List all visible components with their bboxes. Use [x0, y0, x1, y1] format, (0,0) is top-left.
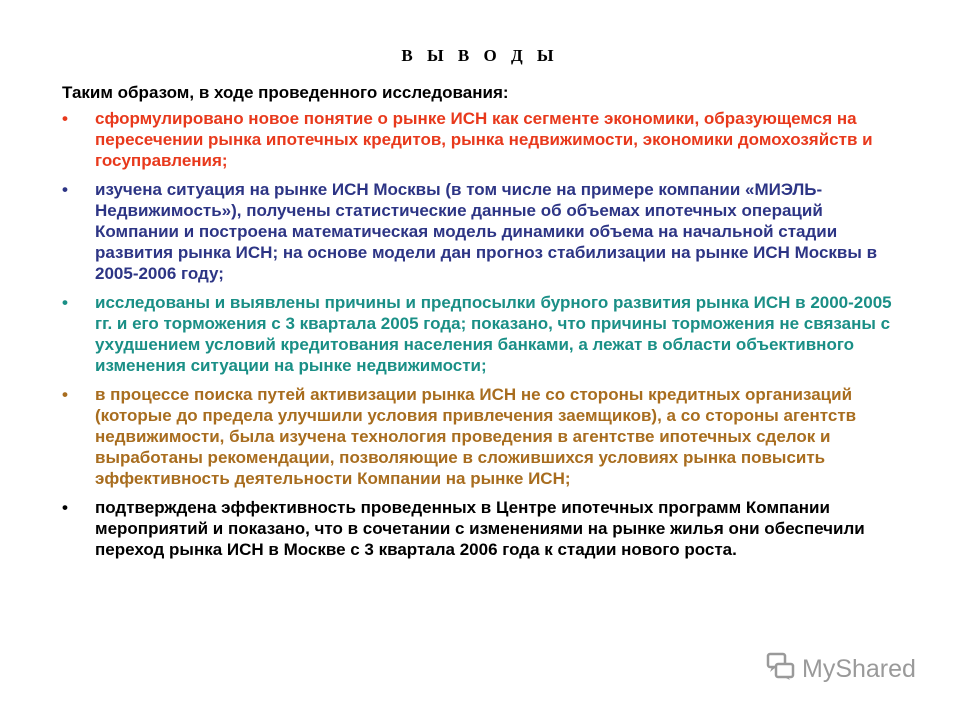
conclusion-item: [62, 292, 902, 376]
bullet-marker: •: [62, 498, 68, 517]
bullet-marker: •: [62, 109, 68, 128]
conclusion-text: в процессе поиска путей активизации рынка ИСН не со стороны кредитных организаций (которые до предела улучшили условия привлечения заемщиков), а со стороны агентств недвижимости, была изучена технология проведения в агентстве ипотечных сделок и выработаны рекомендации, позволяющие в сложившихся условиях рынка повысить эффективность деятельности Компании на рынке ИСН;: [95, 385, 857, 488]
conclusion-item: [62, 497, 902, 560]
bullet-marker: •: [62, 180, 68, 199]
conclusion-text: изучена ситуация на рынке ИСН Москвы (в том числе на примере компании «МИЭЛЬ-Недвижимость»), получены статистические данные об объемах ипотечных операций Компании и построена математическая модель динамики объема на начальной стадии развития рынка ИСН; на основе модели дан прогноз стабилизации на рынке ИСН Москвы в 2005-2006 году;: [95, 180, 878, 283]
conclusion-item: [62, 384, 902, 489]
watermark-text: MyShared: [802, 655, 916, 683]
conclusions-list: [62, 108, 902, 568]
conclusion-text: сформулировано новое понятие о рынке ИСН как сегменте экономики, образующемся на пересечении рынка ипотечных кредитов, рынка недвижимости, экономики домохозяйств и госуправления;: [95, 109, 873, 170]
conclusion-text: подтверждена эффективность проведенных в Центре ипотечных программ Компании мероприятий и показано, что в сочетании с изменениями на рынке жилья они обеспечили переход рынка ИСН в Москве с 3 квартала 2006 года к стадии нового роста.: [95, 498, 865, 559]
conclusion-item: [62, 108, 902, 171]
conclusion-item: [62, 179, 902, 284]
bullet-marker: •: [62, 385, 68, 404]
bullet-marker: •: [62, 293, 68, 312]
myshared-watermark[interactable]: [766, 652, 916, 687]
conclusion-text: исследованы и выявлены причины и предпосылки бурного развития рынка ИСН в 2000-2005 гг. и его торможения с 3 квартала 2005 года; показано, что причины торможения не связаны с ухудшением условий кредитования населения банками, а лежат в области объективного изменения ситуации на рынке недвижимости;: [95, 293, 892, 375]
slide-title: В Ы В О Д Ы: [401, 46, 559, 65]
intro-text: Таким образом, в ходе проведенного исследования:: [62, 83, 509, 102]
myshared-logo-icon: [766, 652, 796, 687]
